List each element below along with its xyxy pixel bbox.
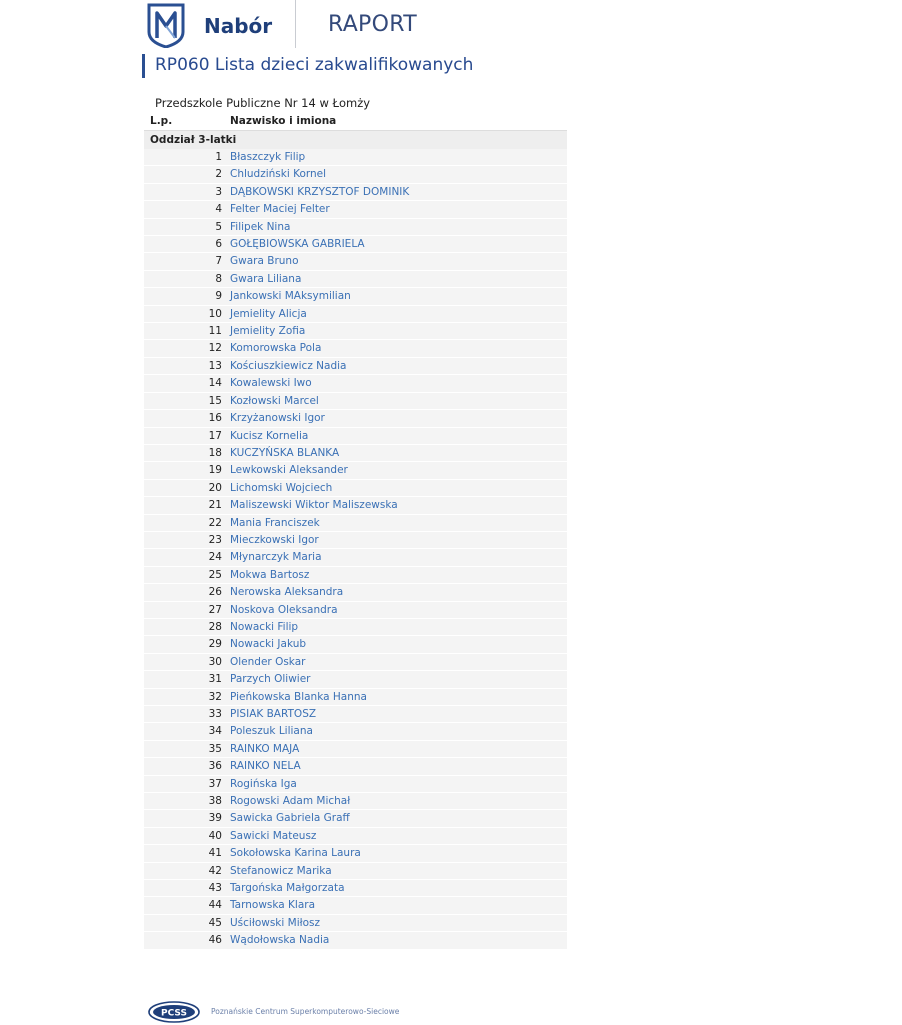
table-row <box>144 236 567 253</box>
child-name-link[interactable]: Parzych Oliwier <box>230 673 311 686</box>
row-number: 37 <box>208 777 222 790</box>
child-name-link[interactable]: Wądołowska Nadia <box>230 934 330 947</box>
table-row <box>144 793 567 810</box>
row-number: 45 <box>208 916 222 929</box>
child-name-link[interactable]: Nowacki Filip <box>230 620 299 633</box>
row-number: 14 <box>208 377 222 390</box>
child-name-link[interactable]: Nowacki Jakub <box>230 638 307 651</box>
pcss-logo-icon <box>148 1001 200 1023</box>
row-number: 42 <box>208 864 222 877</box>
child-name-link[interactable]: Maliszewski Wiktor Maliszewska <box>230 499 398 512</box>
table-row <box>144 828 567 845</box>
table-row <box>144 393 567 410</box>
group-label: Oddział 3-latki <box>150 134 237 146</box>
column-header-name: Nazwisko i imiona <box>230 115 337 127</box>
row-number: 23 <box>208 533 222 546</box>
row-number: 17 <box>208 429 222 442</box>
row-number: 13 <box>208 359 222 372</box>
row-number: 41 <box>208 847 222 860</box>
table-row <box>144 741 567 758</box>
row-number: 22 <box>208 516 222 529</box>
table-row <box>144 845 567 862</box>
table-row <box>144 358 567 375</box>
footer-org-name: Poznańskie Centrum Superkomputerowo-Sieciowe <box>211 1007 400 1016</box>
table-row <box>144 271 567 288</box>
table-row <box>144 636 567 653</box>
child-name-link[interactable]: Olender Oskar <box>230 655 306 668</box>
table-row <box>144 497 567 514</box>
row-number: 28 <box>208 620 222 633</box>
table-row <box>144 515 567 532</box>
table-row <box>144 462 567 479</box>
table-row <box>144 915 567 932</box>
row-number: 27 <box>208 603 222 616</box>
table-row <box>144 445 567 462</box>
table-row <box>144 428 567 445</box>
school-name: Przedszkole Publiczne Nr 14 w Łomży <box>155 96 371 110</box>
child-name-link[interactable]: RAINKO MAJA <box>230 742 300 755</box>
row-number: 39 <box>208 812 222 825</box>
table-row <box>144 880 567 897</box>
child-name-link[interactable]: Noskova Oleksandra <box>230 603 338 616</box>
child-name-link[interactable]: Uściłowski Miłosz <box>230 916 321 929</box>
child-name-link[interactable]: Gwara Liliana <box>230 272 302 285</box>
table-row <box>144 549 567 566</box>
row-number: 19 <box>208 464 222 477</box>
child-name-link[interactable]: Jankowski MAksymilian <box>230 290 351 303</box>
table-row <box>144 932 567 949</box>
table-row <box>144 340 567 357</box>
table-row <box>144 863 567 880</box>
table-header <box>144 113 567 130</box>
child-name-link[interactable]: Sokołowska Karina Laura <box>230 847 361 860</box>
child-name-link[interactable]: Nerowska Aleksandra <box>230 586 344 599</box>
table-row <box>144 776 567 793</box>
row-number: 11 <box>208 325 222 338</box>
report-header <box>144 0 844 52</box>
row-number: 34 <box>208 725 222 738</box>
table-row <box>144 602 567 619</box>
table-row <box>144 689 567 706</box>
table-row <box>144 671 567 688</box>
row-number: 18 <box>208 446 222 459</box>
row-number: 40 <box>208 829 222 842</box>
header-divider <box>295 0 296 48</box>
row-number: 43 <box>208 882 222 895</box>
child-name-link[interactable]: Kucisz Kornelia <box>230 429 309 442</box>
table-row <box>144 723 567 740</box>
child-name-link[interactable]: Sawicka Gabriela Graff <box>230 812 350 825</box>
row-number: 20 <box>208 481 222 494</box>
child-name-link[interactable]: Rogowski Adam Michał <box>230 795 351 808</box>
child-name-link[interactable]: Lewkowski Aleksander <box>230 464 348 477</box>
row-number: 30 <box>208 655 222 668</box>
child-name-link[interactable]: Jemielity Zofia <box>230 325 306 338</box>
group-header <box>144 130 567 149</box>
child-name-link[interactable]: GOŁĘBIOWSKA GABRIELA <box>230 238 365 251</box>
table-row <box>144 584 567 601</box>
child-name-link[interactable]: Jemielity Alicja <box>230 307 307 320</box>
column-header-lp: L.p. <box>150 115 173 127</box>
table-row <box>144 619 567 636</box>
child-name-link[interactable]: Komorowska Pola <box>230 342 322 355</box>
child-name-link[interactable]: Rogińska Iga <box>230 777 297 790</box>
table-row <box>144 288 567 305</box>
table-row <box>144 219 567 236</box>
table-body <box>144 149 567 950</box>
child-name-link[interactable]: Młynarczyk Maria <box>230 551 322 564</box>
row-number: 26 <box>208 586 222 599</box>
child-name-link[interactable]: Poleszuk Liliana <box>230 725 313 738</box>
table-row <box>144 532 567 549</box>
table-row <box>144 201 567 218</box>
row-number: 8 <box>215 272 222 285</box>
child-name-link[interactable]: Felter Maciej Felter <box>230 203 330 216</box>
table-row <box>144 166 567 183</box>
row-number: 15 <box>208 394 222 407</box>
child-name-link[interactable]: Tarnowska Klara <box>230 899 316 912</box>
row-number: 3 <box>215 185 222 198</box>
children-table <box>144 113 567 950</box>
title-accent-bar <box>142 54 145 78</box>
row-number: 21 <box>208 499 222 512</box>
table-row <box>144 253 567 270</box>
row-number: 9 <box>215 290 222 303</box>
row-number: 25 <box>208 568 222 581</box>
row-number: 1 <box>215 151 222 163</box>
row-number: 29 <box>208 638 222 651</box>
row-number: 35 <box>208 742 222 755</box>
row-number: 10 <box>208 307 222 320</box>
row-number: 33 <box>208 708 222 720</box>
child-name-link[interactable]: DĄBKOWSKI KRZYSZTOF DOMINIK <box>230 185 410 198</box>
child-name-link[interactable]: Mania Franciszek <box>230 516 320 529</box>
child-name-link[interactable]: Gwara Bruno <box>230 255 299 268</box>
row-number: 46 <box>208 934 222 947</box>
child-name-link[interactable]: Lichomski Wojciech <box>230 481 333 494</box>
child-name-link[interactable]: Stefanowicz Marika <box>230 864 332 877</box>
child-name-link[interactable]: Krzyżanowski Igor <box>230 412 325 425</box>
child-name-link[interactable]: Błaszczyk Filip <box>230 151 306 163</box>
child-name-link[interactable]: Sawicki Mateusz <box>230 829 317 842</box>
table-row <box>144 810 567 827</box>
section-title: RAPORT <box>328 12 417 37</box>
table-row <box>144 375 567 392</box>
row-number: 6 <box>215 238 222 251</box>
table-row <box>144 897 567 914</box>
row-number: 24 <box>208 551 222 564</box>
row-number: 7 <box>215 255 222 268</box>
row-number: 2 <box>215 168 222 181</box>
page-footer <box>148 1001 548 1025</box>
table-row <box>144 410 567 427</box>
report-title: RP060 Lista dzieci zakwalifikowanych <box>155 55 474 75</box>
child-name-link[interactable]: Pieńkowska Blanka Hanna <box>230 690 367 703</box>
child-name-link[interactable]: Kościuszkiewicz Nadia <box>230 359 347 372</box>
row-number: 4 <box>215 203 222 216</box>
child-name-link[interactable]: Kozłowski Marcel <box>230 394 319 407</box>
child-name-link[interactable]: Mokwa Bartosz <box>230 568 310 581</box>
child-name-link[interactable]: Mieczkowski Igor <box>230 533 319 546</box>
table-row <box>144 306 567 323</box>
child-name-link[interactable]: Kowalewski Iwo <box>230 377 312 390</box>
table-row <box>144 567 567 584</box>
table-row <box>144 323 567 340</box>
row-number: 12 <box>208 342 222 355</box>
pcss-logo-text: PCSS <box>161 1008 187 1019</box>
table-row <box>144 184 567 201</box>
row-number: 31 <box>208 673 222 686</box>
table-row <box>144 758 567 775</box>
row-number: 36 <box>208 760 222 773</box>
table-row <box>144 706 567 723</box>
row-number: 38 <box>208 795 222 808</box>
table-row <box>144 149 567 166</box>
brand-name: Nabór <box>204 14 273 38</box>
nabor-logo-icon <box>146 2 186 48</box>
row-number: 16 <box>208 412 222 425</box>
child-name-link[interactable]: Chludziński Kornel <box>230 168 327 181</box>
child-name-link[interactable]: RAINKO NELA <box>230 760 301 773</box>
child-name-link[interactable]: PISIAK BARTOSZ <box>230 708 317 720</box>
row-number: 5 <box>215 220 222 233</box>
table-row <box>144 480 567 497</box>
row-number: 32 <box>208 690 222 703</box>
child-name-link[interactable]: KUCZYŃSKA BLANKA <box>230 446 340 459</box>
table-row <box>144 654 567 671</box>
child-name-link[interactable]: Targońska Małgorzata <box>230 882 345 895</box>
child-name-link[interactable]: Filipek Nina <box>230 220 291 233</box>
row-number: 44 <box>208 899 222 912</box>
